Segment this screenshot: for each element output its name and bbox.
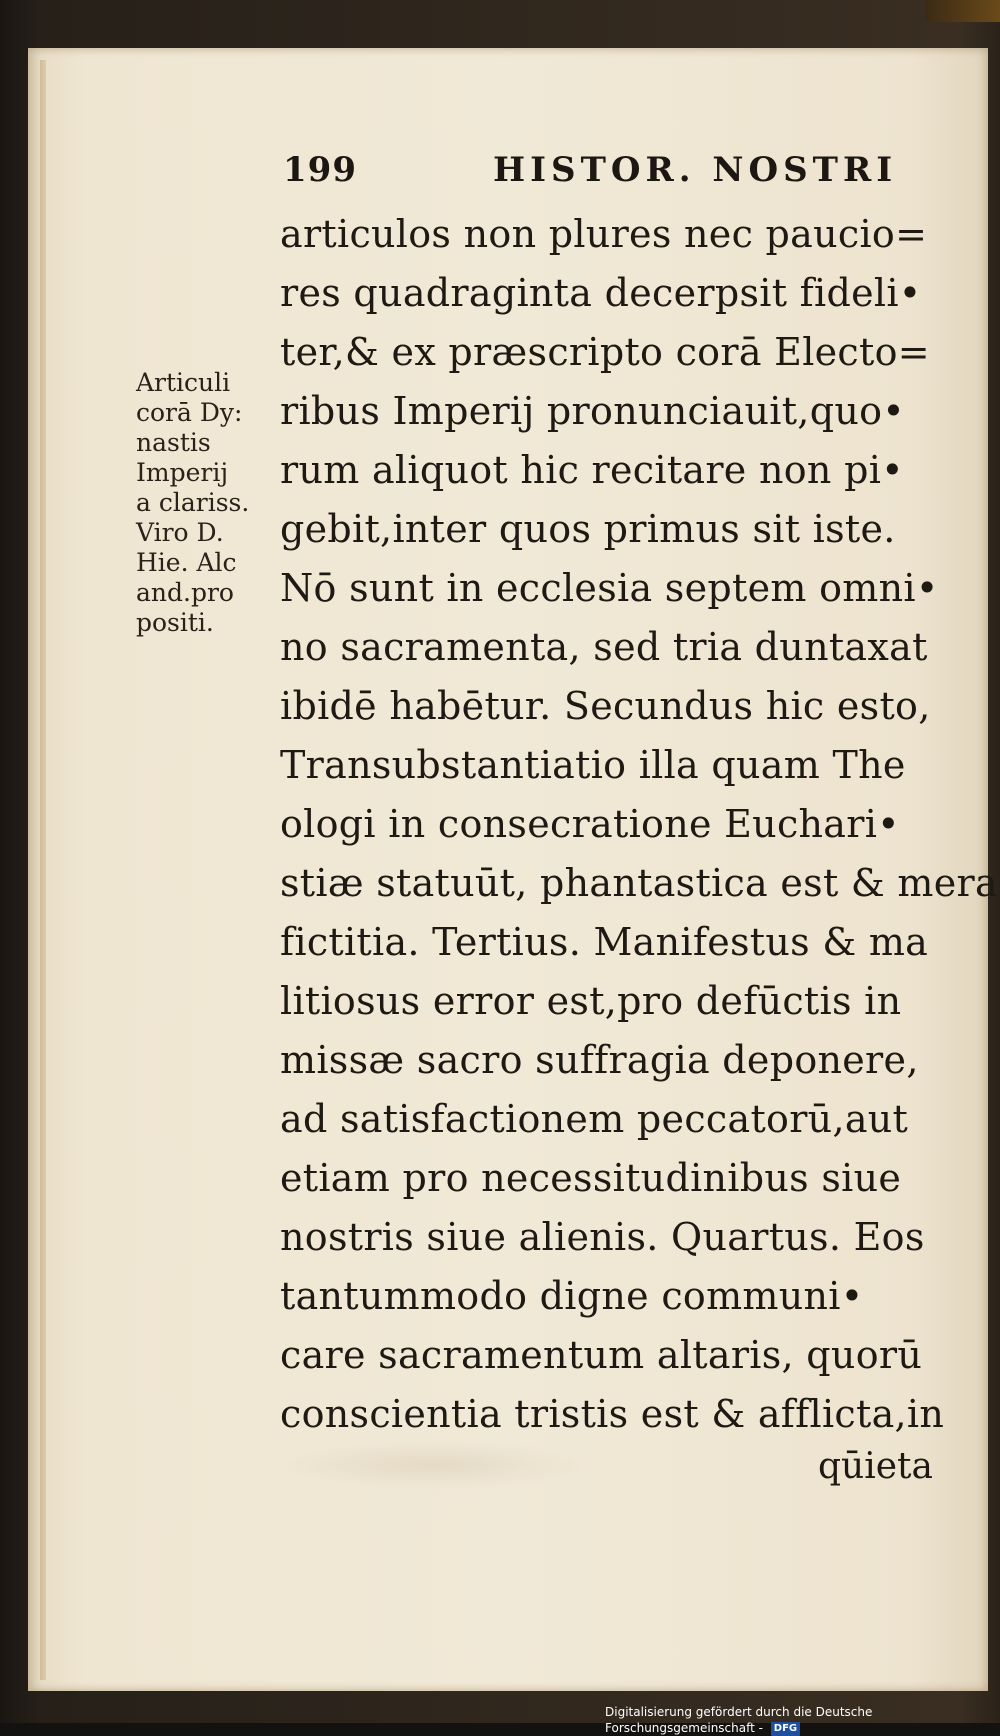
text-line: ribus Imperij pronunciauit,quo• — [280, 389, 905, 433]
digitization-credit — [605, 1704, 1000, 1735]
marginal-note-line: Viro D. — [136, 518, 224, 547]
text-line: ad satisfactionem peccatorū,aut — [280, 1097, 909, 1141]
text-line: conscientia tristis est & afflicta,in — [280, 1392, 945, 1436]
marginal-note-line: a clariss. — [136, 488, 250, 517]
text-line: no sacramenta, sed tria duntaxat — [280, 625, 928, 669]
marginal-note-line: Articuli — [136, 368, 231, 397]
marginal-note-line: positi. — [136, 608, 214, 637]
body-text — [280, 205, 998, 1444]
catchword: qūieta — [818, 1446, 933, 1487]
marginal-note-line: Hie. Alc — [136, 548, 237, 577]
text-line: res quadraginta decerpsit fideli• — [280, 271, 922, 315]
text-line: nostris siue alienis. Quartus. Eos — [280, 1215, 925, 1259]
credit-text: Digitalisierung gefördert durch die Deutsche Forschungsgemeinschaft - — [605, 1705, 873, 1735]
text-line: litiosus error est,pro defūctis in — [280, 979, 902, 1023]
binding-corner — [925, 0, 1000, 22]
marginal-note-line: nastis — [136, 428, 211, 457]
text-line: missæ sacro suffragia deponere, — [280, 1038, 919, 1082]
page-gutter-edge — [40, 60, 46, 1680]
text-line: Transubstantiatio illa quam The — [280, 743, 906, 787]
marginal-note — [136, 368, 276, 638]
text-line: ibidē habētur. Secundus hic esto, — [280, 684, 931, 728]
text-line: Nō sunt in ecclesia septem omni• — [280, 566, 939, 610]
text-line: stiæ statuūt, phantastica est & mera — [280, 861, 998, 905]
text-line: articulos non plures nec paucio= — [280, 212, 928, 256]
text-line: tantummodo digne communi• — [280, 1274, 864, 1318]
text-line: ter,& ex præscripto corā Electo= — [280, 330, 930, 374]
paper-stain — [275, 1440, 595, 1490]
text-line: ologi in consecratione Euchari• — [280, 802, 900, 846]
text-line: rum aliquot hic recitare non pi• — [280, 448, 904, 492]
page-number: 199 — [283, 150, 357, 190]
text-line: fictitia. Tertius. Manifestus & ma — [280, 920, 929, 964]
text-line: gebit,inter quos primus sit iste. — [280, 507, 896, 551]
dfg-logo: DFG — [771, 1722, 800, 1736]
page-header — [283, 150, 923, 200]
marginal-note-line: and.pro — [136, 578, 234, 607]
running-head: HISTOR. NOSTRI — [493, 150, 898, 190]
marginal-note-line: Imperij — [136, 458, 229, 487]
text-line: care sacramentum altaris, quorū — [280, 1333, 923, 1377]
marginal-note-line: corā Dy: — [136, 398, 243, 427]
text-line: etiam pro necessitudinibus siue — [280, 1156, 902, 1200]
